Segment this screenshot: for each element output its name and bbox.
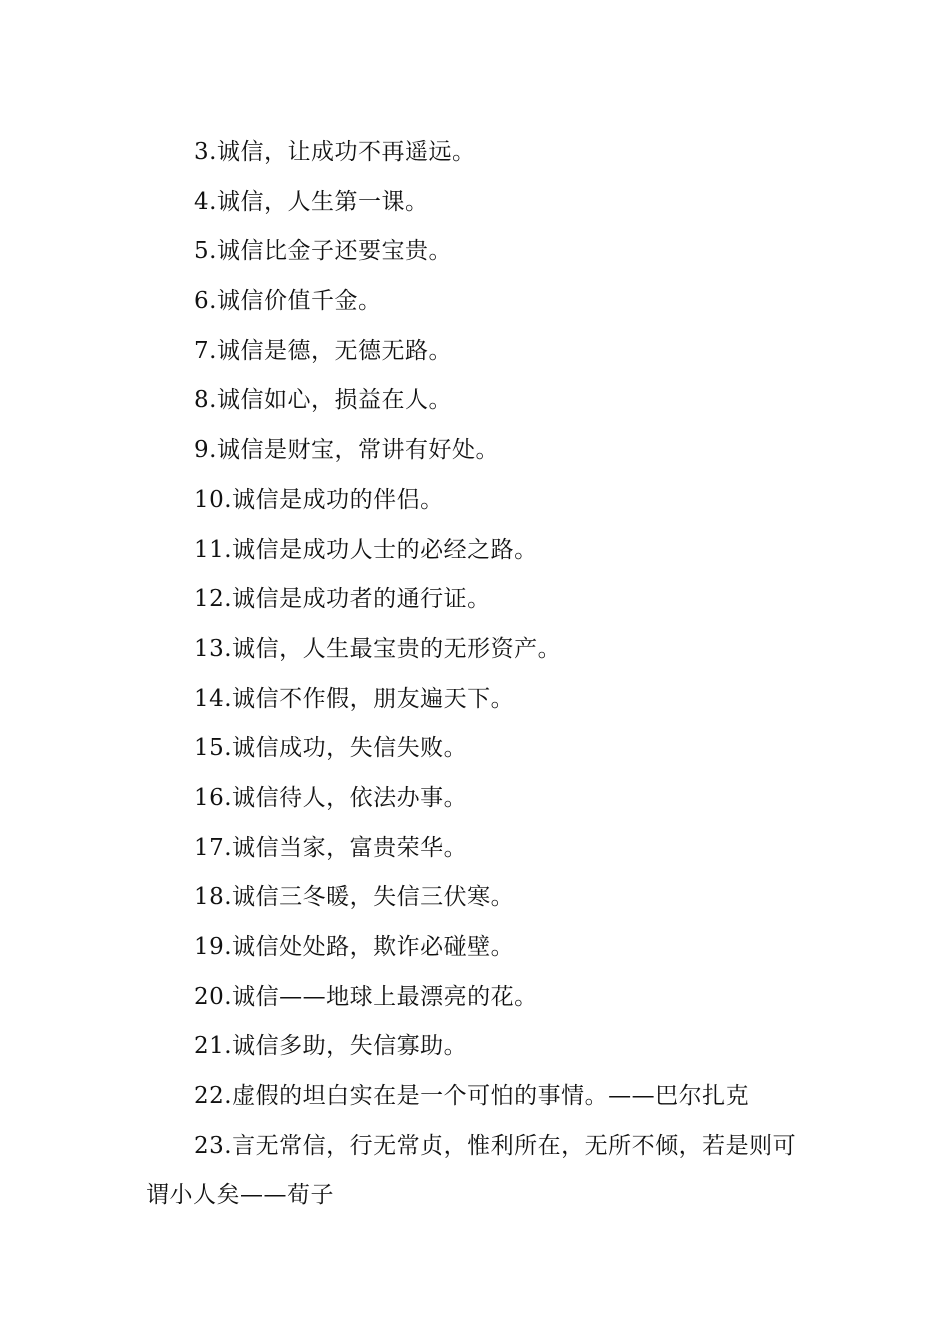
list-item: 10.诚信是成功的伴侣。 — [194, 486, 444, 513]
list-item: 16.诚信待人，依法办事。 — [194, 784, 468, 811]
list-item: 19.诚信处处路，欺诈必碰壁。 — [194, 934, 515, 960]
quote-list — [146, 128, 816, 1221]
list-item: 4.诚信，人生第一课。 — [194, 188, 429, 215]
list-item: 9.诚信是财宝，常讲有好处。 — [194, 437, 499, 464]
list-item-paragraph: 23.言无常信，行无常贞，惟利所在，无所不倾，若是则可谓小人矣——荀子 — [146, 1132, 797, 1209]
list-item: 6.诚信价值千金。 — [194, 288, 382, 315]
list-item: 18.诚信三冬暖，失信三伏寒。 — [194, 884, 515, 911]
list-item: 22.虚假的坦白实在是一个可怕的事情。——巴尔扎克 — [194, 1083, 750, 1110]
list-item: 20.诚信——地球上最漂亮的花。 — [194, 983, 538, 1010]
list-item: 5.诚信比金子还要宝贵。 — [194, 238, 452, 265]
list-item: 13.诚信，人生最宝贵的无形资产。 — [194, 635, 562, 662]
list-item: 3.诚信，让成功不再遥远。 — [194, 139, 476, 165]
list-item: 7.诚信是德，无德无路。 — [194, 337, 452, 364]
list-item: 17.诚信当家，富贵荣华。 — [194, 834, 468, 861]
list-item: 21.诚信多助，失信寡助。 — [194, 1033, 468, 1060]
list-item: 15.诚信成功，失信失败。 — [194, 735, 468, 762]
list-item: 12.诚信是成功者的通行证。 — [194, 586, 491, 613]
list-item: 14.诚信不作假，朋友遍天下。 — [194, 685, 515, 712]
list-item: 8.诚信如心，损益在人。 — [194, 387, 452, 414]
list-item: 11.诚信是成功人士的必经之路。 — [194, 536, 538, 563]
